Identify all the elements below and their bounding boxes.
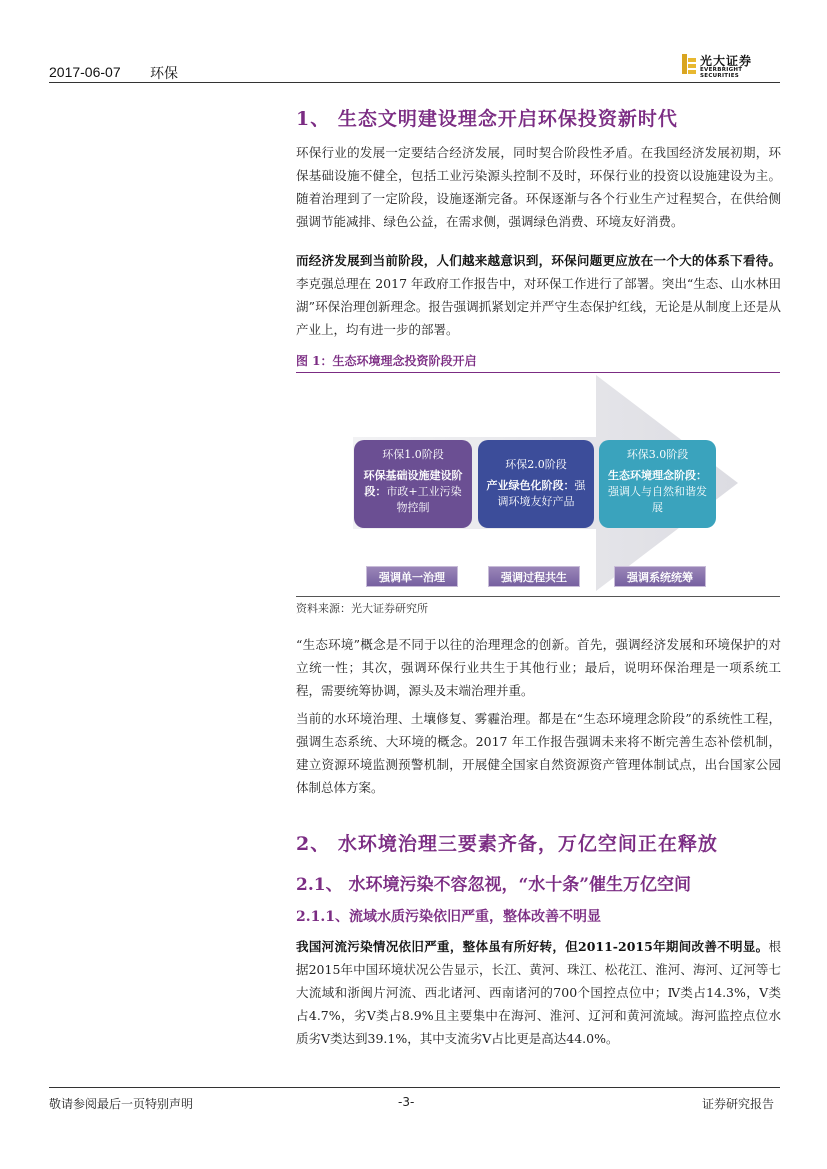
stage1-bold: 环保基础设施建设阶段： xyxy=(363,469,463,498)
stage1-text: 市政+工业污染物控制 xyxy=(386,485,462,514)
section2-title: 2、 水环境治理三要素齐备，万亿空间正在释放 xyxy=(296,833,718,855)
stage-box-2 xyxy=(478,440,594,528)
stage2-title: 环保2.0阶段 xyxy=(505,458,567,471)
figure1-source: 资料来源：光大证券研究所 xyxy=(296,602,428,615)
footer-report-type: 证券研究报告 xyxy=(702,1097,775,1111)
stage3-bold: 生态环境理念阶段： xyxy=(608,469,707,482)
header-divider xyxy=(49,82,780,83)
paragraph5-bold: 我国河流污染情况依旧严重，整体虽有所好转，但2011-2015年期间改善不明显。 xyxy=(296,939,769,954)
stage-box-1 xyxy=(354,440,472,528)
logo-text-cn: 光大证券 xyxy=(700,54,753,68)
stage-label-3: 强调系统统筹 xyxy=(614,566,706,587)
page-number: -3- xyxy=(398,1095,415,1109)
figure1-title: 图 1：生态环境理念投资阶段开启 xyxy=(296,354,477,368)
paragraph5 xyxy=(296,935,781,1050)
paragraph3: “生态环境”概念是不同于以往的治理理念的创新。首先，强调经济发展和环境保护的对立统一性；其次，强调环保行业共生于其他行业；最后，说明环保治理是一项系统工程，需要统筹协调，源头及末端治理并重。 xyxy=(296,637,781,698)
section1-title: 1、 生态文明建设理念开启环保投资新时代 xyxy=(296,108,678,130)
figure1-bottom-rule xyxy=(296,596,780,597)
footer-disclaimer: 敬请参阅最后一页特别声明 xyxy=(49,1097,194,1111)
section1-paragraph2 xyxy=(296,249,781,341)
logo-mark-icon xyxy=(682,54,696,74)
stage3-text: 强调人与自然和谐发展 xyxy=(608,485,707,514)
stage3-title: 环保3.0阶段 xyxy=(626,448,689,461)
paragraph4: 当前的水环境治理、土壤修复、雾霾治理。都是在“生态环境理念阶段”的系统性工程，强调生态系统、大环境的概念。2017 年工作报告强调未来将不断完善生态补偿机制，建立资源环境监测预警机制，开展健全国家自然资源资产管理体制试点，出台国家公园体制总体方案。 xyxy=(296,711,781,795)
company-logo xyxy=(682,52,782,78)
paragraph5-rest: 根据2015年中国环境状况公告显示，长江、黄河、珠江、松花江、淮河、海河、辽河等七大流域和浙闽片河流、西北诸河、西南诸河的700个国控点位中；Ⅳ类占14.3%，Ⅴ类占4.7%，劣Ⅴ类占8.9%且主要集中在海河、淮河、辽河和黄河流域。海河监控点位水质劣Ⅴ类达到39.1%，其中支流劣Ⅴ占比更是高达44.0%。 xyxy=(296,939,781,1046)
stage-label-2: 强调过程共生 xyxy=(488,566,580,587)
report-date: 2017-06-07 xyxy=(49,64,121,80)
stage2-bold: 产业绿色化阶段： xyxy=(486,479,575,492)
section1-paragraph1: 环保行业的发展一定要结合经济发展，同时契合阶段性矛盾。在我国经济发展初期，环保基础设施不健全，包括工业污染源头控制不及时，环保行业的投资以设施建设为主。随着治理到了一定阶段，设施逐渐完备。环保逐渐与各个行业生产过程契合，在供给侧强调节能减排、绿色公益，在需求侧，强调绿色消费、环境友好消费。 xyxy=(296,145,781,229)
paragraph2-bold: 而经济发展到当前阶段，人们越来越意识到，环保问题更应放在一个大的体系下看待。 xyxy=(296,253,781,268)
stage-label-1: 强调单一治理 xyxy=(366,566,458,587)
section2-1-1-title: 2.1.1、流域水质污染依旧严重，整体改善不明显 xyxy=(296,909,601,925)
section2-1-title: 2.1、 水环境污染不容忽视，“水十条”催生万亿空间 xyxy=(296,875,692,895)
report-category: 环保 xyxy=(150,66,178,82)
stage2-text: 强调环境友好产品 xyxy=(497,479,586,508)
stage-box-3 xyxy=(599,440,716,528)
logo-text-en: EVERBRIGHT SECURITIES xyxy=(700,67,743,79)
paragraph2-rest: 李克强总理在 2017 年政府工作报告中，对环保工作进行了部署。突出“生态、山水林田湖”环保治理创新理念。报告强调抓紧划定并严守生态保护红线，无论是从制度上还是从产业上，均有进一步的部署。 xyxy=(296,276,781,337)
footer-divider xyxy=(49,1087,780,1088)
stage1-title: 环保1.0阶段 xyxy=(382,448,444,461)
